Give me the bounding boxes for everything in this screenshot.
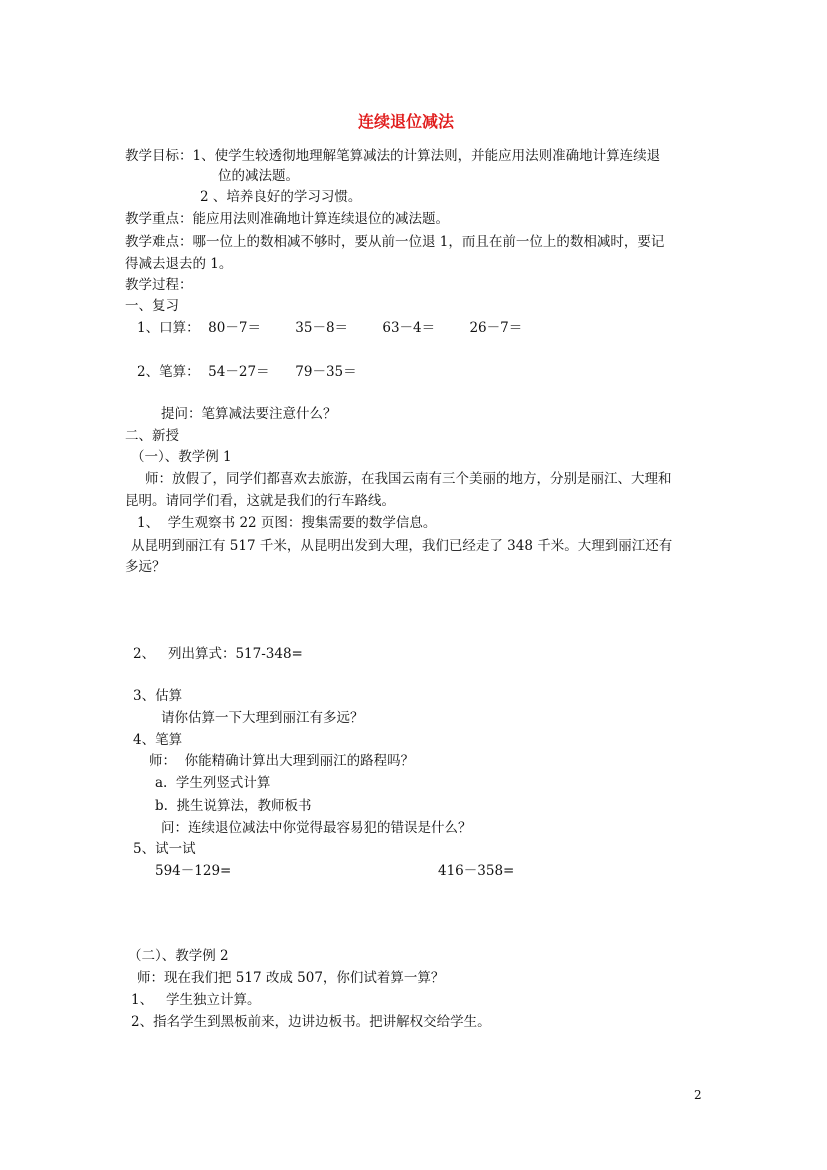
step-3-heading: 3、估算	[133, 688, 183, 704]
teaching-difficulty: 教学难点：哪一位上的数相减不够时，要从前一位退 1，而且在前一位上的数相减时，要记	[125, 234, 665, 250]
problem-line-cont: 多远？	[125, 559, 166, 575]
teaching-key-point: 教学重点：能应用法则准确地计算连续退位的减法题。	[125, 211, 449, 227]
exercise-2: 416－358=	[438, 863, 515, 879]
teaching-process-heading: 教学过程：	[125, 277, 193, 293]
example-1-heading: （一）、教学例 1	[131, 449, 232, 465]
estimate-question: 请你估算一下大理到丽江有多远？	[161, 710, 364, 726]
exercise-1: 594－129=	[155, 863, 232, 879]
step-1-line: 1、 学生观察书 22 页图：搜集需要的数学信息。	[137, 515, 437, 531]
written-calc-line: 2、笔算： 54－27＝ 79－35＝	[137, 364, 357, 380]
step-4-heading: 4、笔算	[133, 732, 183, 748]
teacher-question-line: 师： 你能精确计算出大理到丽江的路程吗？	[149, 753, 415, 769]
error-question: 问：连续退位减法中你觉得最容易犯的错误是什么？	[161, 820, 472, 836]
teaching-goal-line-1-cont: 位的减法题。	[218, 168, 299, 184]
example-2-step-1: 1、 学生独立计算。	[131, 992, 261, 1008]
page-number: 2	[694, 1088, 702, 1102]
sub-step-b: b. 挑生说算法，教师板书	[155, 798, 312, 814]
teaching-goal-line-1: 教学目标：1、使学生较透彻地理解笔算减法的计算法则，并能应用法则准确地计算连续退	[125, 148, 661, 164]
sub-step-a: a. 学生列竖式计算	[155, 775, 271, 791]
teaching-goal-line-2: 2 、培养良好的学习习惯。	[200, 189, 362, 205]
oral-calc-line: 1、口算： 80－7＝ 35－8＝ 63－4＝ 26－7＝	[137, 320, 523, 336]
question-line: 提问：笔算减法要注意什么？	[161, 406, 337, 422]
example-2-step-2: 2、指名学生到黑板前来，边讲边板书。把讲解权交给学生。	[131, 1014, 491, 1030]
example-2-heading: （二）、教学例 2	[128, 948, 229, 964]
step-2-line: 2、 列出算式：517-348=	[133, 646, 303, 662]
teacher-intro-line: 师：放假了，同学们都喜欢去旅游，在我国云南有三个美丽的地方，分别是丽江、大理和	[145, 471, 672, 487]
problem-line: 从昆明到丽江有 517 千米，从昆明出发到大理，我们已经走了 348 千米。大理到丽江还有	[131, 538, 673, 554]
teacher-intro-cont: 昆明。请同学们看，这就是我们的行车路线。	[125, 493, 395, 509]
page-title: 连续退位减法	[358, 112, 455, 131]
section-new-heading: 二、新授	[125, 428, 179, 444]
teaching-difficulty-cont: 得减去退去的 1。	[125, 256, 233, 272]
teacher-example-2-line: 师：现在我们把 517 改成 507，你们试着算一算？	[137, 970, 445, 986]
section-review-heading: 一、复习	[125, 298, 179, 314]
step-5-heading: 5、试一试	[133, 841, 196, 857]
